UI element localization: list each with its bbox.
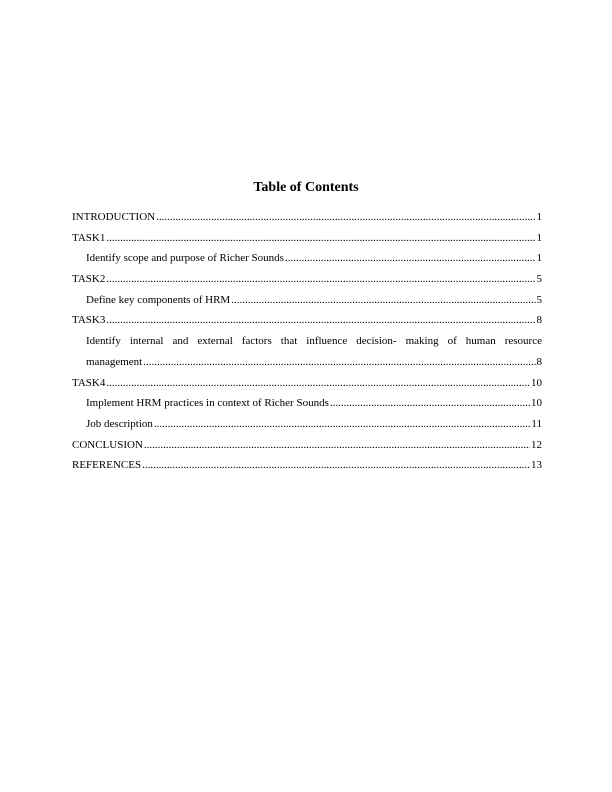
toc-entry-page-number: 8 <box>536 314 542 327</box>
toc-entry-label: TASK1 <box>72 231 106 244</box>
toc-entry-task4[interactable] <box>72 373 542 394</box>
toc-entry-page-number: 1 <box>536 252 542 265</box>
dot-leader <box>106 310 535 331</box>
toc-entry-scope-purpose[interactable] <box>72 248 542 269</box>
toc-title: Table of Contents <box>253 180 359 195</box>
dot-leader <box>106 269 535 290</box>
toc-entry-label-line1: Identify internal and external factors that influence decision- making of human resource <box>86 335 542 348</box>
toc-entry-label: CONCLUSION <box>72 438 143 451</box>
toc-entry-page-number: 11 <box>531 417 542 430</box>
toc-entry-task1[interactable] <box>72 228 542 249</box>
toc-entry-page-number: 5 <box>536 273 542 286</box>
toc-entry-job-description[interactable] <box>72 414 542 435</box>
toc-entry-label: Define key components of HRM <box>86 293 231 306</box>
dot-leader <box>106 373 530 394</box>
toc-entry-page-number: 10 <box>531 376 542 389</box>
toc-entry-label: TASK4 <box>72 376 106 389</box>
toc-entry-hrm-components[interactable] <box>72 290 542 311</box>
toc-entry-page-number: 13 <box>531 459 542 472</box>
dot-leader <box>106 228 535 249</box>
toc-entry-label: TASK3 <box>72 314 106 327</box>
toc-entry-label: REFERENCES <box>72 459 142 472</box>
toc-entry-page-number: 5 <box>536 293 542 306</box>
dot-leader <box>330 393 530 414</box>
toc-entry-page-number: 12 <box>531 438 542 451</box>
toc-entry-label: TASK2 <box>72 273 106 286</box>
dot-leader <box>285 248 536 269</box>
toc-entry-page-number: 1 <box>536 211 542 223</box>
toc-entry-conclusion[interactable] <box>72 435 542 456</box>
dot-leader <box>156 207 535 228</box>
toc-entry-task2[interactable] <box>72 269 542 290</box>
toc-entry-label: Implement HRM practices in context of Richer Sounds <box>86 397 329 410</box>
toc-entry-label-line2: management <box>86 355 143 368</box>
toc-entry-factors-decision-making[interactable] <box>72 331 542 372</box>
toc-entry-references[interactable] <box>72 455 542 476</box>
toc-entry-page-number: 10 <box>531 397 542 410</box>
toc-list <box>72 207 542 476</box>
dot-leader <box>143 352 535 373</box>
toc-entry-page-number: 1 <box>536 231 542 244</box>
toc-entry-introduction[interactable] <box>72 207 542 228</box>
toc-entry-label: Job description <box>86 417 153 430</box>
dot-leader <box>231 290 535 311</box>
toc-entry-label-line2-row <box>86 352 542 373</box>
toc-entry-task3[interactable] <box>72 310 542 331</box>
dot-leader <box>142 455 530 476</box>
toc-entry-hrm-practices[interactable] <box>72 393 542 414</box>
dot-leader <box>154 414 530 435</box>
toc-entry-label: Identify scope and purpose of Richer Sounds <box>86 252 284 265</box>
toc-entry-label: INTRODUCTION <box>72 211 156 223</box>
toc-entry-page-number: 8 <box>536 355 542 368</box>
dot-leader <box>144 435 530 456</box>
